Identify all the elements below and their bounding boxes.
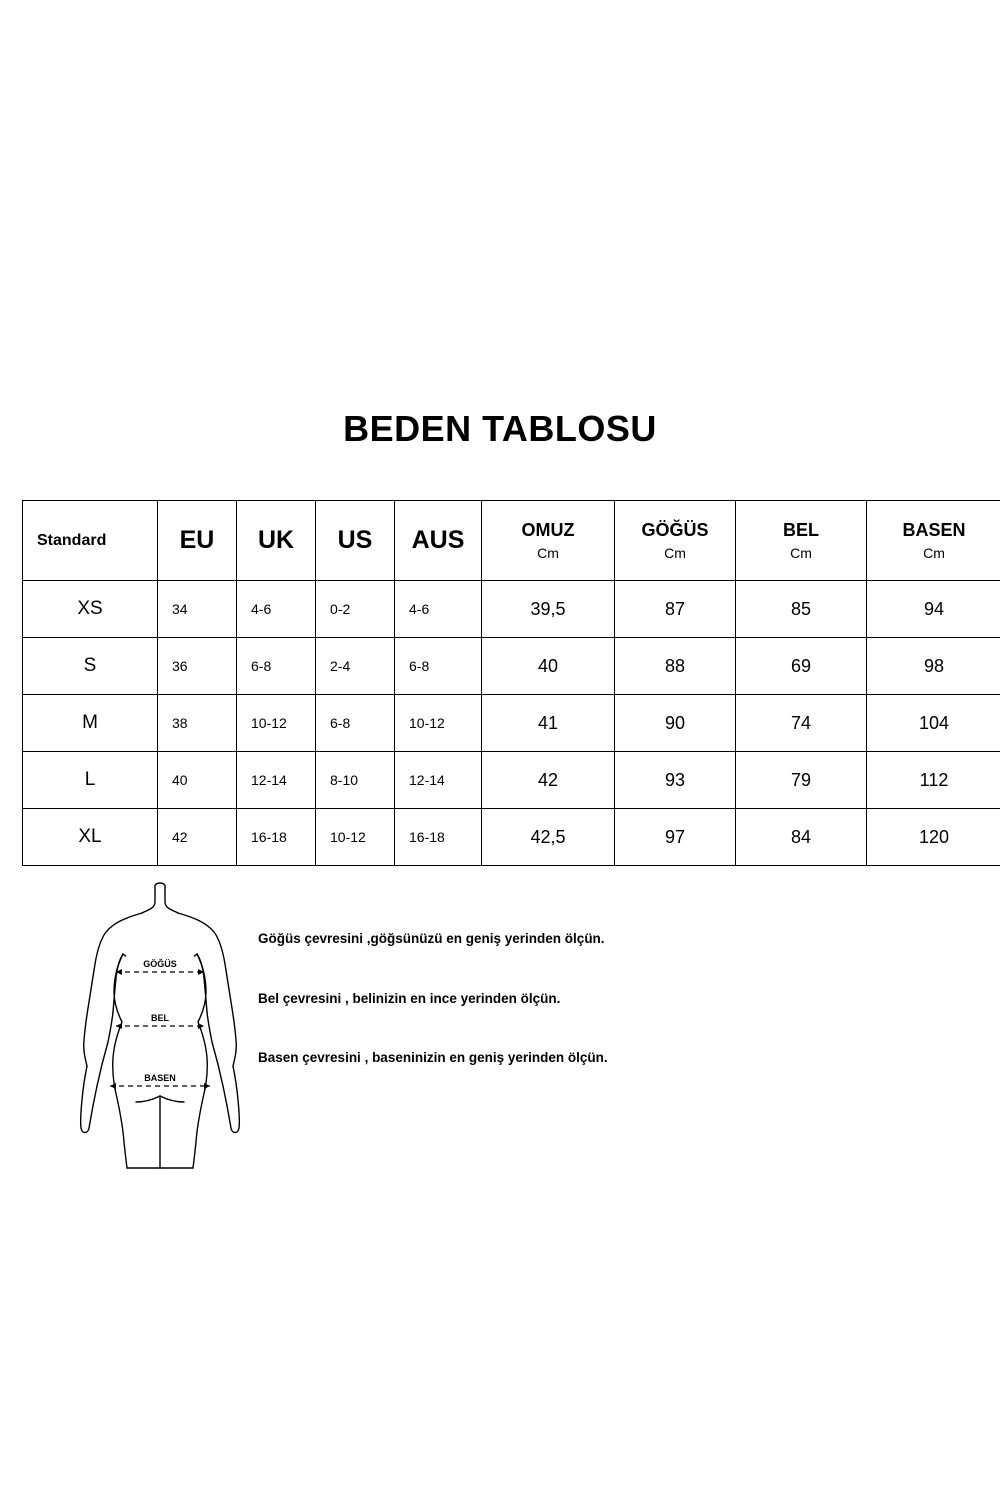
header-bel-label: BEL [783, 520, 819, 540]
female-body-outline-icon [60, 880, 260, 1170]
header-omuz [482, 501, 615, 581]
cell-us: 6-8 [316, 695, 395, 752]
cell-gogus: 93 [615, 752, 736, 809]
cell-us: 10-12 [316, 809, 395, 866]
header-standard: Standard [23, 501, 158, 581]
cell-eu: 40 [158, 752, 237, 809]
header-bel-unit: Cm [790, 545, 812, 561]
cell-aus: 10-12 [395, 695, 482, 752]
table-row [23, 581, 1000, 638]
cell-basen: 98 [867, 638, 1000, 695]
header-bel [736, 501, 867, 581]
table-row [23, 638, 1000, 695]
cell-uk: 16-18 [237, 809, 316, 866]
cell-bel: 69 [736, 638, 867, 695]
header-gogus [615, 501, 736, 581]
cell-omuz: 41 [482, 695, 615, 752]
header-uk: UK [237, 501, 316, 581]
header-aus: AUS [395, 501, 482, 581]
body-figure [60, 880, 260, 1170]
cell-standard: M [23, 695, 158, 752]
header-omuz-label: OMUZ [521, 520, 575, 540]
table-body [23, 581, 1000, 866]
cell-omuz: 40 [482, 638, 615, 695]
measurement-notes [258, 930, 858, 1109]
cell-omuz: 42 [482, 752, 615, 809]
table-row [23, 695, 1000, 752]
cell-uk: 10-12 [237, 695, 316, 752]
cell-eu: 36 [158, 638, 237, 695]
cell-gogus: 88 [615, 638, 736, 695]
table-row [23, 752, 1000, 809]
cell-basen: 104 [867, 695, 1000, 752]
note-chest: Göğüs çevresini ,göğsünüzü en geniş yerinden ölçün. [258, 931, 605, 946]
header-basen-label: BASEN [902, 520, 966, 540]
cell-aus: 6-8 [395, 638, 482, 695]
cell-us: 2-4 [316, 638, 395, 695]
cell-omuz: 42,5 [482, 809, 615, 866]
cell-gogus: 97 [615, 809, 736, 866]
table-header-row [23, 501, 1000, 581]
cell-standard: L [23, 752, 158, 809]
figure-label-chest: GÖĞÜS [143, 959, 177, 969]
header-basen [867, 501, 1000, 581]
cell-standard: XS [23, 581, 158, 638]
cell-aus: 12-14 [395, 752, 482, 809]
cell-basen: 112 [867, 752, 1000, 809]
cell-eu: 38 [158, 695, 237, 752]
note-waist: Bel çevresini , belinizin en ince yerinden ölçün. [258, 990, 561, 1006]
cell-uk: 12-14 [237, 752, 316, 809]
header-gogus-unit: Cm [664, 545, 686, 561]
cell-standard: S [23, 638, 158, 695]
cell-us: 0-2 [316, 581, 395, 638]
figure-label-waist: BEL [151, 1013, 169, 1023]
cell-aus: 16-18 [395, 809, 482, 866]
header-us: US [316, 501, 395, 581]
cell-omuz: 39,5 [482, 581, 615, 638]
cell-uk: 4-6 [237, 581, 316, 638]
header-basen-unit: Cm [923, 545, 945, 561]
cell-bel: 85 [736, 581, 867, 638]
header-gogus-label: GÖĞÜS [641, 520, 709, 540]
cell-eu: 42 [158, 809, 237, 866]
size-table [22, 500, 1000, 866]
cell-basen: 94 [867, 581, 1000, 638]
cell-bel: 84 [736, 809, 867, 866]
cell-aus: 4-6 [395, 581, 482, 638]
table-header [23, 501, 1000, 581]
figure-label-hip: BASEN [144, 1073, 176, 1083]
cell-gogus: 90 [615, 695, 736, 752]
cell-eu: 34 [158, 581, 237, 638]
cell-standard: XL [23, 809, 158, 866]
cell-bel: 79 [736, 752, 867, 809]
cell-bel: 74 [736, 695, 867, 752]
cell-gogus: 87 [615, 581, 736, 638]
header-eu: EU [158, 501, 237, 581]
table-row [23, 809, 1000, 866]
cell-uk: 6-8 [237, 638, 316, 695]
cell-basen: 120 [867, 809, 1000, 866]
page-title: BEDEN TABLOSU [343, 408, 657, 449]
note-hip: Basen çevresini , baseninizin en geniş yerinden ölçün. [258, 1050, 608, 1066]
cell-us: 8-10 [316, 752, 395, 809]
header-omuz-unit: Cm [537, 545, 559, 561]
